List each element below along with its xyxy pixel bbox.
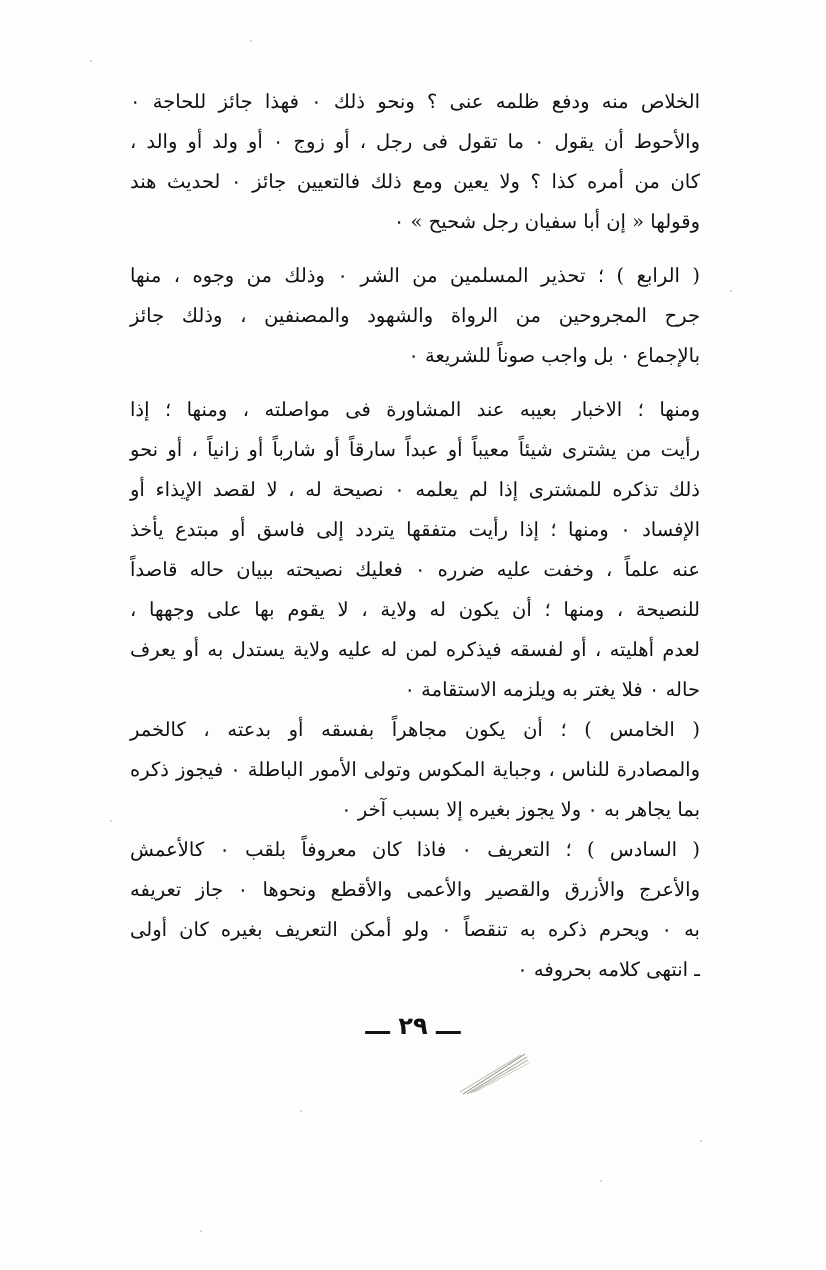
pen-stroke-mark — [455, 1048, 535, 1098]
paper-speck — [300, 1110, 302, 1112]
paper-speck — [600, 1180, 602, 1182]
text-line: جرح المجروحين من الرواة والشهود والمصنفين ، وذلك جائز — [130, 304, 700, 327]
paper-speck — [700, 1140, 702, 1142]
text-line: والمصادرة للناس ، وجباية المكوس وتولى الأمور الباطلة ٠ فيجوز ذكره — [130, 758, 700, 781]
text-line: به ٠ ويحرم ذكره به تنقصاً ٠ ولو أمكن التعريف بغيره كان أولى — [130, 918, 700, 941]
page-number: ـــ ٢٩ ـــ — [365, 1012, 461, 1040]
text-line: ( الخامس ) ؛ أن يكون مجاهراً بفسقه أو بدعته ، كالخمر — [130, 718, 700, 741]
text-line: الخلاص منه ودفع ظلمه عنى ؟ ونحو ذلك ٠ فهذا جائز للحاجة ٠ — [130, 90, 700, 113]
text-line: رأيت من يشترى شيئاً معيباً أو عبداً سارقاً أو شارباً أو زانياً ، أو نحو — [130, 438, 700, 461]
text-line: ـ انتهى كلامه بحروفه ٠ — [517, 958, 700, 981]
paragraph — [130, 82, 700, 242]
text-line: وقولها « إن أبا سفيان رجل شحيح » ٠ — [393, 210, 700, 233]
paragraph — [130, 710, 700, 830]
paragraph — [130, 390, 700, 710]
paragraph — [130, 256, 700, 376]
text-line: كان من أمره كذا ؟ ولا يعين ومع ذلك فالتعيين جائز ٠ لحديث هند — [130, 170, 700, 193]
paper-speck — [200, 1230, 202, 1232]
text-line: ومنها ؛ الاخبار بعيبه عند المشاورة فى مواصلته ، ومنها ؛ إذا — [130, 398, 700, 421]
text-line: والأعرج والأزرق والقصير والأعمى والأقطع ونحوها ٠ جاز تعريفه — [130, 878, 700, 901]
text-line: الإفساد ٠ ومنها ؛ إذا رأيت متفقها يتردد إلى فاسق أو مبتدع يأخذ — [130, 518, 700, 541]
paper-speck — [730, 290, 732, 292]
paper-speck — [90, 60, 92, 62]
text-line: للنصيحة ، ومنها ؛ أن يكون له ولاية ، لا يقوم بها على وجهها ، — [130, 598, 700, 621]
text-line: ذلك تذكره للمشترى إذا لم يعلمه ٠ نصيحة له ، لا لقصد الإيذاء أو — [130, 478, 700, 501]
text-line: ( السادس ) ؛ التعريف ٠ فاذا كان معروفاً بلقب ٠ كالأعمش — [130, 838, 700, 861]
text-line: بما يجاهر به ٠ ولا يجوز بغيره إلا بسبب آخر ٠ — [341, 798, 700, 821]
text-line: والأحوط أن يقول ٠ ما تقول فى رجل ، أو زوج ٠ أو ولد أو والد ، — [130, 130, 701, 153]
text-line: لعدم أهليته ، أو لفسقه فيذكره لمن له عليه ولاية يستدل به أو يعرف — [130, 638, 700, 661]
paper-speck — [110, 820, 112, 822]
page-body-text — [130, 82, 700, 990]
paragraph — [130, 830, 700, 990]
text-line: حاله ٠ فلا يغتر به ويلزمه الاستقامة ٠ — [404, 678, 700, 701]
paper-speck — [250, 40, 252, 42]
text-line: بالإجماع ٠ بل واجب صوناً للشريعة ٠ — [408, 344, 700, 367]
text-line: ( الرابع ) ؛ تحذير المسلمين من الشر ٠ وذلك من وجوه ، منها — [130, 264, 700, 287]
text-line: عنه علماً ، وخفت عليه ضرره ٠ فعليك نصيحته ببيان حاله قاصداً — [130, 558, 700, 581]
